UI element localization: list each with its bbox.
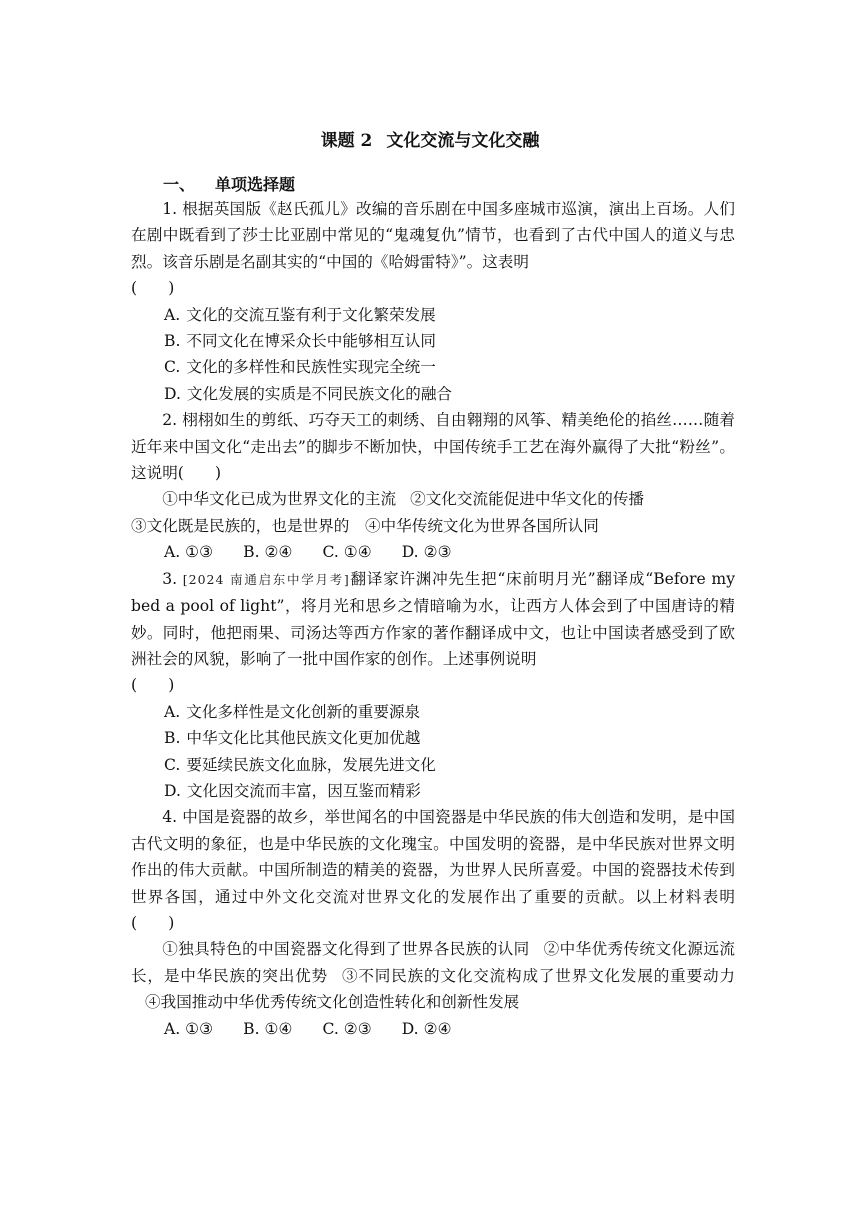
- statement: ③文化既是民族的，也是世界的: [131, 516, 350, 535]
- option-letter: B.: [164, 332, 181, 351]
- question-source: [2024 南通启东中学月考]: [182, 571, 350, 587]
- statement-list: [131, 936, 735, 1015]
- statement: ①中华文化已成为世界文化的主流: [162, 490, 397, 509]
- question-stem: [131, 566, 735, 673]
- question-list: [131, 196, 735, 1042]
- question-text: 根据英国版《赵氏孤儿》改编的音乐剧在中国多座城市巡演，演出上百场。人们在剧中既看到了莎士比亚剧中常见的“鬼魂复仇”情节，也看到了古代中国人的道义与忠烈。该音乐剧是名副其实的“中国的《哈姆雷特》”。这表明: [131, 200, 735, 271]
- answer-blank: ( ): [131, 676, 175, 695]
- option-letter: C.: [164, 358, 181, 377]
- answer-blank: ( ): [131, 279, 175, 298]
- option-b: [131, 725, 735, 751]
- question-4: [131, 804, 735, 1042]
- option-letter: A.: [164, 305, 181, 324]
- choice-a: A. ①③: [164, 543, 214, 562]
- option-d: [131, 381, 735, 407]
- choice-row: [131, 539, 735, 565]
- option-c: [131, 752, 735, 778]
- choice-c: C. ①④: [322, 543, 372, 562]
- choice-c: C. ②③: [322, 1019, 372, 1038]
- section-label: 单项选择题: [215, 175, 296, 194]
- option-text: 文化发展的实质是不同民族文化的融合: [186, 384, 453, 403]
- option-letter: D.: [164, 384, 181, 403]
- statement: ②文化交流能促进中华文化的传播: [410, 490, 645, 509]
- option-letter: C.: [164, 755, 181, 774]
- section-index: 一、: [163, 175, 196, 194]
- option-letter: B.: [164, 729, 181, 748]
- option-letter: D.: [164, 781, 181, 800]
- statement: ④中华传统文化为世界各国所认同: [364, 516, 599, 535]
- question-number: 1.: [162, 200, 178, 218]
- question-number: 3.: [162, 569, 178, 588]
- option-text: 中华文化比其他民族文化更加优越: [186, 729, 421, 748]
- question-text: 栩栩如生的剪纸、巧夺天工的刺绣、自由翱翔的风筝、精美绝伦的掐丝……随着近年来中国文化“走出去”的脚步不断加快，中国传统手工艺在海外赢得了大批“粉丝”。这说明( ): [131, 411, 735, 483]
- option-c: [131, 354, 735, 380]
- question-number: 2.: [162, 411, 178, 430]
- question-2: [131, 407, 735, 565]
- statement: ②中华优秀传统文化源远流长，是中华民族的突出优势: [131, 940, 735, 985]
- statement: ④我国推动中华优秀传统文化创造性转化和创新性发展: [145, 993, 520, 1012]
- lesson-title: 文化交流与文化交融: [386, 131, 540, 151]
- question-number: 4.: [162, 808, 178, 827]
- statement: ③不同民族的文化交流构成了世界文化发展的重要动力: [341, 966, 735, 985]
- choice-d: D. ②③: [401, 543, 452, 562]
- statement-list: [131, 486, 735, 512]
- question-3: [131, 566, 735, 805]
- page-title: [0, 126, 860, 151]
- choice-b: B. ①④: [243, 1019, 293, 1038]
- choice-b: B. ②④: [243, 543, 293, 562]
- question-1: [131, 196, 735, 407]
- section-heading: [163, 172, 295, 195]
- question-stem: [131, 407, 735, 486]
- choice-row: [131, 1016, 735, 1042]
- question-text: 翻译家许渊冲先生把“床前明月光”翻译成“Before my bed a pool of light”，将月光和思乡之情暗喻为水，让西方人体会到了中国唐诗的精妙。同时，他把雨果、司汤达等西方作家的著作翻译成中文，也让中国读者感受到了欧洲社会的风貌，影响了一批中国作家的创作。上述事例说明: [131, 569, 736, 668]
- option-text: 文化多样性是文化创新的重要源泉: [186, 702, 421, 721]
- choice-d: D. ②④: [401, 1019, 452, 1038]
- option-text: 文化的交流互鉴有利于文化繁荣发展: [186, 305, 436, 324]
- choice-a: A. ①③: [164, 1019, 214, 1038]
- lesson-number: 课题 2: [320, 131, 373, 151]
- option-a: [131, 302, 735, 328]
- option-text: 不同文化在博采众长中能够相互认同: [186, 332, 436, 351]
- question-stem: [131, 196, 735, 275]
- question-stem: [131, 804, 735, 936]
- statement-list-cont: [131, 513, 735, 539]
- option-text: 要延续民族文化血脉，发展先进文化: [186, 755, 436, 774]
- option-text: 文化的多样性和民族性实现完全统一: [186, 358, 436, 377]
- option-a: [131, 699, 735, 725]
- statement: ①独具特色的中国瓷器文化得到了世界各民族的认同: [162, 940, 530, 959]
- option-d: [131, 778, 735, 804]
- option-letter: A.: [164, 702, 181, 721]
- option-text: 文化因交流而丰富，因互鉴而精彩: [186, 781, 421, 800]
- question-text: 中国是瓷器的故乡，举世闻名的中国瓷器是中华民族的伟大创造和发明，是中国古代文明的象征，也是中华民族的文化瑰宝。中国发明的瓷器，是中华民族对世界文明作出的伟大贡献。中国所制造的精美的瓷器，为世界人民所喜爱。中国的瓷器技术传到世界各国，通过中外文化交流对世界文化的发展作出了重要的贡献。以上材料表明( ): [131, 808, 735, 932]
- option-b: [131, 328, 735, 354]
